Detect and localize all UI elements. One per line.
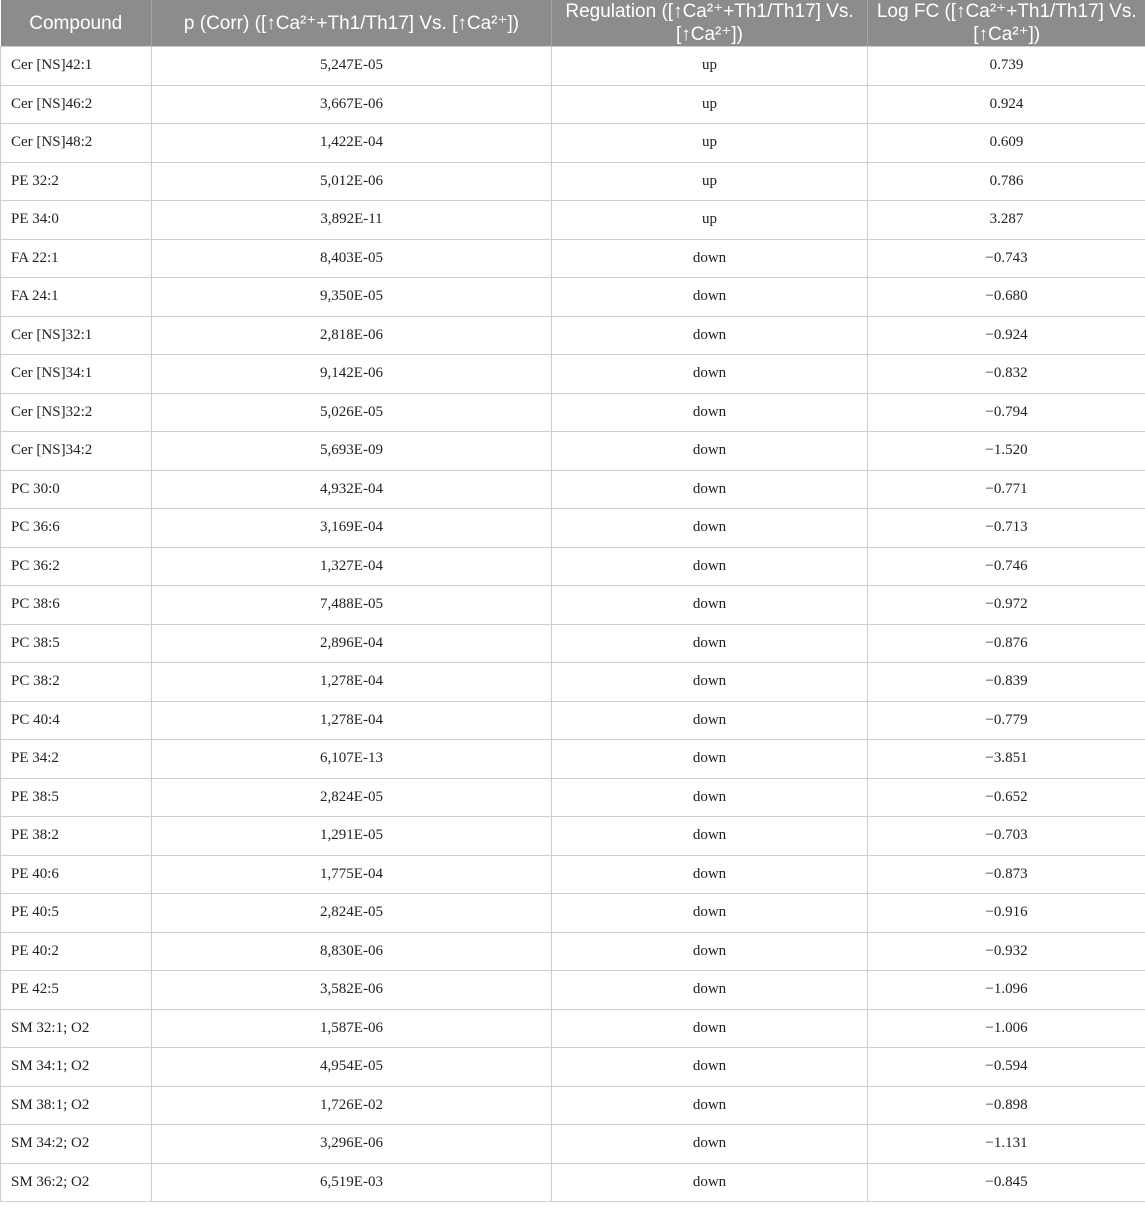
cell-regulation: down <box>552 509 868 548</box>
cell-regulation: down <box>552 393 868 432</box>
cell-compound: SM 36:2; O2 <box>1 1163 152 1202</box>
table-row <box>1 47 1145 86</box>
cell-regulation: down <box>552 316 868 355</box>
cell-regulation: down <box>552 1048 868 1087</box>
cell-log-fc: −3.851 <box>868 740 1145 779</box>
cell-p-corr: 3,892E-11 <box>152 201 552 240</box>
cell-compound: PE 38:2 <box>1 817 152 856</box>
cell-compound: Cer [NS]46:2 <box>1 85 152 124</box>
cell-regulation: up <box>552 47 868 86</box>
table-row <box>1 663 1145 702</box>
cell-p-corr: 1,775E-04 <box>152 855 552 894</box>
cell-compound: SM 34:2; O2 <box>1 1125 152 1164</box>
table-row <box>1 701 1145 740</box>
cell-log-fc: −0.839 <box>868 663 1145 702</box>
cell-regulation: up <box>552 162 868 201</box>
table-row <box>1 855 1145 894</box>
cell-log-fc: −1.131 <box>868 1125 1145 1164</box>
cell-regulation: down <box>552 855 868 894</box>
table-row <box>1 1086 1145 1125</box>
cell-log-fc: −1.006 <box>868 1009 1145 1048</box>
cell-regulation: down <box>552 971 868 1010</box>
cell-regulation: down <box>552 894 868 933</box>
cell-log-fc: −0.916 <box>868 894 1145 933</box>
cell-log-fc: −0.713 <box>868 509 1145 548</box>
cell-compound: Cer [NS]32:1 <box>1 316 152 355</box>
cell-regulation: down <box>552 624 868 663</box>
cell-log-fc: 0.786 <box>868 162 1145 201</box>
cell-regulation: down <box>552 239 868 278</box>
table-row <box>1 817 1145 856</box>
table-row <box>1 932 1145 971</box>
cell-compound: PC 40:4 <box>1 701 152 740</box>
cell-compound: SM 38:1; O2 <box>1 1086 152 1125</box>
cell-compound: SM 34:1; O2 <box>1 1048 152 1087</box>
cell-regulation: down <box>552 1086 868 1125</box>
cell-compound: PC 38:2 <box>1 663 152 702</box>
cell-p-corr: 6,107E-13 <box>152 740 552 779</box>
cell-p-corr: 9,350E-05 <box>152 278 552 317</box>
cell-log-fc: −0.680 <box>868 278 1145 317</box>
cell-log-fc: −1.520 <box>868 432 1145 471</box>
cell-compound: PE 34:0 <box>1 201 152 240</box>
cell-log-fc: −0.873 <box>868 855 1145 894</box>
cell-compound: PE 32:2 <box>1 162 152 201</box>
cell-p-corr: 3,169E-04 <box>152 509 552 548</box>
cell-compound: PE 40:6 <box>1 855 152 894</box>
cell-log-fc: −0.932 <box>868 932 1145 971</box>
cell-p-corr: 5,026E-05 <box>152 393 552 432</box>
table-row <box>1 778 1145 817</box>
cell-log-fc: 3.287 <box>868 201 1145 240</box>
cell-p-corr: 5,693E-09 <box>152 432 552 471</box>
table-row <box>1 239 1145 278</box>
cell-p-corr: 3,667E-06 <box>152 85 552 124</box>
cell-log-fc: −0.703 <box>868 817 1145 856</box>
table-row <box>1 740 1145 779</box>
cell-regulation: down <box>552 701 868 740</box>
header-row <box>1 0 1145 47</box>
cell-compound: PE 40:2 <box>1 932 152 971</box>
cell-regulation: down <box>552 278 868 317</box>
table-row <box>1 586 1145 625</box>
cell-p-corr: 1,278E-04 <box>152 663 552 702</box>
cell-p-corr: 2,896E-04 <box>152 624 552 663</box>
cell-p-corr: 9,142E-06 <box>152 355 552 394</box>
cell-regulation: down <box>552 932 868 971</box>
cell-compound: PE 34:2 <box>1 740 152 779</box>
cell-regulation: down <box>552 1163 868 1202</box>
cell-p-corr: 2,824E-05 <box>152 894 552 933</box>
table-row <box>1 393 1145 432</box>
cell-log-fc: −0.594 <box>868 1048 1145 1087</box>
cell-p-corr: 3,582E-06 <box>152 971 552 1010</box>
table-row <box>1 1163 1145 1202</box>
header-p-corr: p (Corr) ([↑Ca²⁺+Th1/Th17] Vs. [↑Ca²⁺]) <box>152 0 552 47</box>
table-row <box>1 124 1145 163</box>
cell-compound: PC 36:6 <box>1 509 152 548</box>
cell-compound: Cer [NS]42:1 <box>1 47 152 86</box>
cell-regulation: down <box>552 817 868 856</box>
cell-log-fc: −0.832 <box>868 355 1145 394</box>
table-row <box>1 470 1145 509</box>
cell-p-corr: 5,247E-05 <box>152 47 552 86</box>
header-log-fc: Log FC ([↑Ca²⁺+Th1/Th17] Vs. [↑Ca²⁺]) <box>868 0 1145 47</box>
table-row <box>1 432 1145 471</box>
cell-regulation: up <box>552 85 868 124</box>
cell-compound: Cer [NS]32:2 <box>1 393 152 432</box>
cell-regulation: down <box>552 355 868 394</box>
cell-compound: SM 32:1; O2 <box>1 1009 152 1048</box>
cell-regulation: down <box>552 586 868 625</box>
cell-compound: FA 22:1 <box>1 239 152 278</box>
cell-compound: PE 42:5 <box>1 971 152 1010</box>
table-row <box>1 624 1145 663</box>
cell-compound: Cer [NS]34:2 <box>1 432 152 471</box>
cell-regulation: up <box>552 201 868 240</box>
cell-p-corr: 1,327E-04 <box>152 547 552 586</box>
cell-p-corr: 8,830E-06 <box>152 932 552 971</box>
cell-log-fc: −0.898 <box>868 1086 1145 1125</box>
cell-p-corr: 4,954E-05 <box>152 1048 552 1087</box>
cell-log-fc: −0.876 <box>868 624 1145 663</box>
cell-compound: PC 30:0 <box>1 470 152 509</box>
table-row <box>1 316 1145 355</box>
cell-log-fc: −0.771 <box>868 470 1145 509</box>
cell-compound: PC 38:5 <box>1 624 152 663</box>
cell-compound: PE 38:5 <box>1 778 152 817</box>
table-row <box>1 85 1145 124</box>
cell-regulation: up <box>552 124 868 163</box>
cell-p-corr: 4,932E-04 <box>152 470 552 509</box>
table-row <box>1 278 1145 317</box>
cell-compound: FA 24:1 <box>1 278 152 317</box>
cell-p-corr: 1,422E-04 <box>152 124 552 163</box>
table-row <box>1 894 1145 933</box>
table-row <box>1 509 1145 548</box>
cell-p-corr: 2,818E-06 <box>152 316 552 355</box>
cell-regulation: down <box>552 778 868 817</box>
cell-p-corr: 1,291E-05 <box>152 817 552 856</box>
table-row <box>1 1009 1145 1048</box>
cell-regulation: down <box>552 432 868 471</box>
cell-regulation: down <box>552 740 868 779</box>
table-row <box>1 547 1145 586</box>
cell-p-corr: 6,519E-03 <box>152 1163 552 1202</box>
cell-p-corr: 3,296E-06 <box>152 1125 552 1164</box>
cell-regulation: down <box>552 1009 868 1048</box>
header-compound: Compound <box>1 0 152 47</box>
cell-log-fc: −0.743 <box>868 239 1145 278</box>
cell-p-corr: 7,488E-05 <box>152 586 552 625</box>
cell-compound: Cer [NS]34:1 <box>1 355 152 394</box>
cell-log-fc: 0.924 <box>868 85 1145 124</box>
cell-log-fc: −0.779 <box>868 701 1145 740</box>
cell-p-corr: 1,587E-06 <box>152 1009 552 1048</box>
cell-log-fc: −0.924 <box>868 316 1145 355</box>
cell-p-corr: 5,012E-06 <box>152 162 552 201</box>
cell-regulation: down <box>552 547 868 586</box>
cell-compound: PC 36:2 <box>1 547 152 586</box>
table-header <box>1 0 1145 47</box>
cell-log-fc: −0.746 <box>868 547 1145 586</box>
cell-p-corr: 1,278E-04 <box>152 701 552 740</box>
table-row <box>1 1125 1145 1164</box>
header-regulation: Regulation ([↑Ca²⁺+Th1/Th17] Vs. [↑Ca²⁺]) <box>552 0 868 47</box>
table-row <box>1 201 1145 240</box>
cell-log-fc: 0.739 <box>868 47 1145 86</box>
cell-log-fc: −0.794 <box>868 393 1145 432</box>
cell-log-fc: −0.972 <box>868 586 1145 625</box>
cell-log-fc: −1.096 <box>868 971 1145 1010</box>
cell-log-fc: −0.845 <box>868 1163 1145 1202</box>
cell-regulation: down <box>552 663 868 702</box>
cell-regulation: down <box>552 470 868 509</box>
cell-log-fc: 0.609 <box>868 124 1145 163</box>
table-row <box>1 162 1145 201</box>
table-body <box>1 47 1145 1202</box>
cell-compound: PC 38:6 <box>1 586 152 625</box>
table-row <box>1 971 1145 1010</box>
cell-p-corr: 2,824E-05 <box>152 778 552 817</box>
cell-p-corr: 8,403E-05 <box>152 239 552 278</box>
table-row <box>1 1048 1145 1087</box>
table-row <box>1 355 1145 394</box>
cell-log-fc: −0.652 <box>868 778 1145 817</box>
cell-compound: PE 40:5 <box>1 894 152 933</box>
cell-p-corr: 1,726E-02 <box>152 1086 552 1125</box>
cell-compound: Cer [NS]48:2 <box>1 124 152 163</box>
cell-regulation: down <box>552 1125 868 1164</box>
